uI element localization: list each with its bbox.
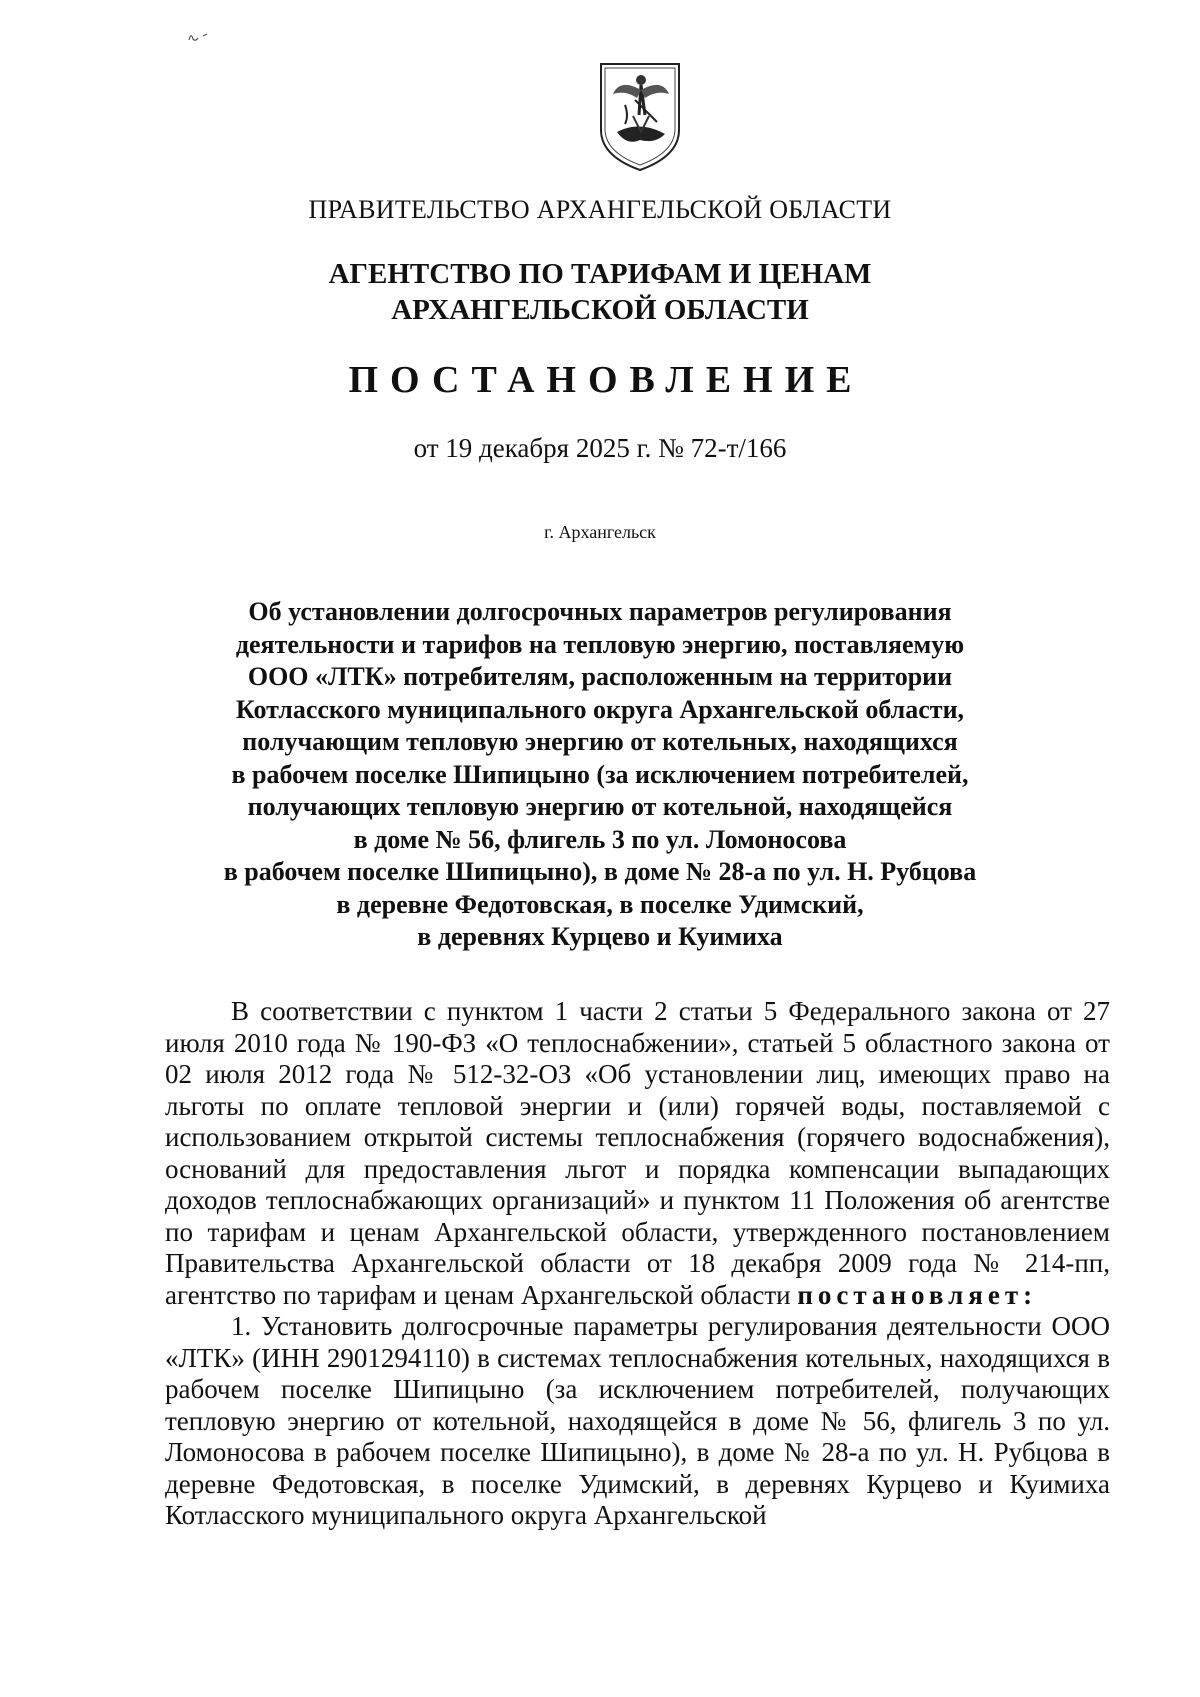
agency-name-line-1: АГЕНТСТВО ПО ТАРИФАМ И ЦЕНАМ [328, 258, 872, 290]
subject-line: получающим тепловую энергию от котельных, находящихся [242, 727, 958, 756]
subject-line: в деревне Федотовская, в поселке Удимский, [336, 889, 864, 919]
preamble-text: В соответствии с пунктом 1 части 2 статьи 5 Федерального закона от 27 июля 2010 года № 190-ФЗ «О теплоснабжении», статьей 5 областного закона от 02 июля 2012 года № 512-32-ОЗ «Об установлении лиц, имеющих право на льготы по оплате тепловой энергии и (или) горячей воды, поставляемой с использованием открытой системы теплоснабжения (горячего водоснабжения), оснований для предоставления льгот и порядка компенсации выпадающих доходов теплоснабжающих организаций» и пунктом 11 Положения об агентстве по тарифам и ценам Архангельской области, утвержденного постановлением Правительства Архангельской области от 18 декабря 2009 года № 214-пп, агентство по тарифам и ценам Архангельской области [165, 996, 1110, 1310]
agency-name [0, 256, 1200, 328]
subject-line: в доме № 56, флигель 3 по ул. Ломоносова [353, 824, 847, 854]
preamble-paragraph [165, 996, 1110, 1311]
subject-line: в рабочем поселке Шипицыно (за исключением потребителей, [231, 759, 969, 789]
subject-line: в деревнях Курцево и Куимиха [417, 922, 783, 951]
date-and-number: от 19 декабря 2025 г. № 72-т/166 [413, 433, 787, 463]
city-name: г. Архангельск [544, 522, 656, 542]
resolves-word: постановляет [797, 1279, 1024, 1310]
decree-subject [0, 596, 1200, 954]
government-name: ПРАВИТЕЛЬСТВО АРХАНГЕЛЬСКОЙ ОБЛАСТИ [308, 195, 892, 224]
resolves-colon: : [1023, 1279, 1033, 1310]
decree-body [165, 996, 1110, 1532]
subject-line: Котласского муниципального округа Архангельской области, [235, 694, 965, 724]
coat-of-arms-icon [595, 60, 685, 172]
item-1-paragraph: 1. Установить долгосрочные параметры регулирования деятельности ООО «ЛТК» (ИНН 2901294110) в системах теплоснабжения котельных, находящихся в рабочем поселке Шипицыно (за исключением потребителей, получающих тепловую энергию от котельной, находящейся в доме № 56, флигель 3 по ул. Ломоносова в рабочем поселке Шипицыно), в доме № 28-а по ул. Н. Рубцова в деревне Федотовская, в поселке Удимский, в деревнях Курцево и Куимиха Котласского муниципального округа Архангельской [165, 1311, 1110, 1530]
document-type-title: ПОСТАНОВЛЕНИЕ [348, 359, 864, 401]
handwritten-mark [185, 30, 225, 44]
subject-line: ООО «ЛТК» потребителям, расположенным на территории [247, 662, 953, 691]
subject-line: деятельности и тарифов на тепловую энергию, поставляемую [235, 629, 965, 659]
subject-line: Об установлении долгосрочных параметров регулирования [248, 597, 952, 626]
subject-line: в рабочем поселке Шипицыно), в доме № 28-а по ул. Н. Рубцова [223, 857, 977, 886]
agency-name-line-2: АРХАНГЕЛЬСКОЙ ОБЛАСТИ [391, 294, 809, 326]
subject-line: получающих тепловую энергию от котельной, находящейся [247, 792, 953, 821]
